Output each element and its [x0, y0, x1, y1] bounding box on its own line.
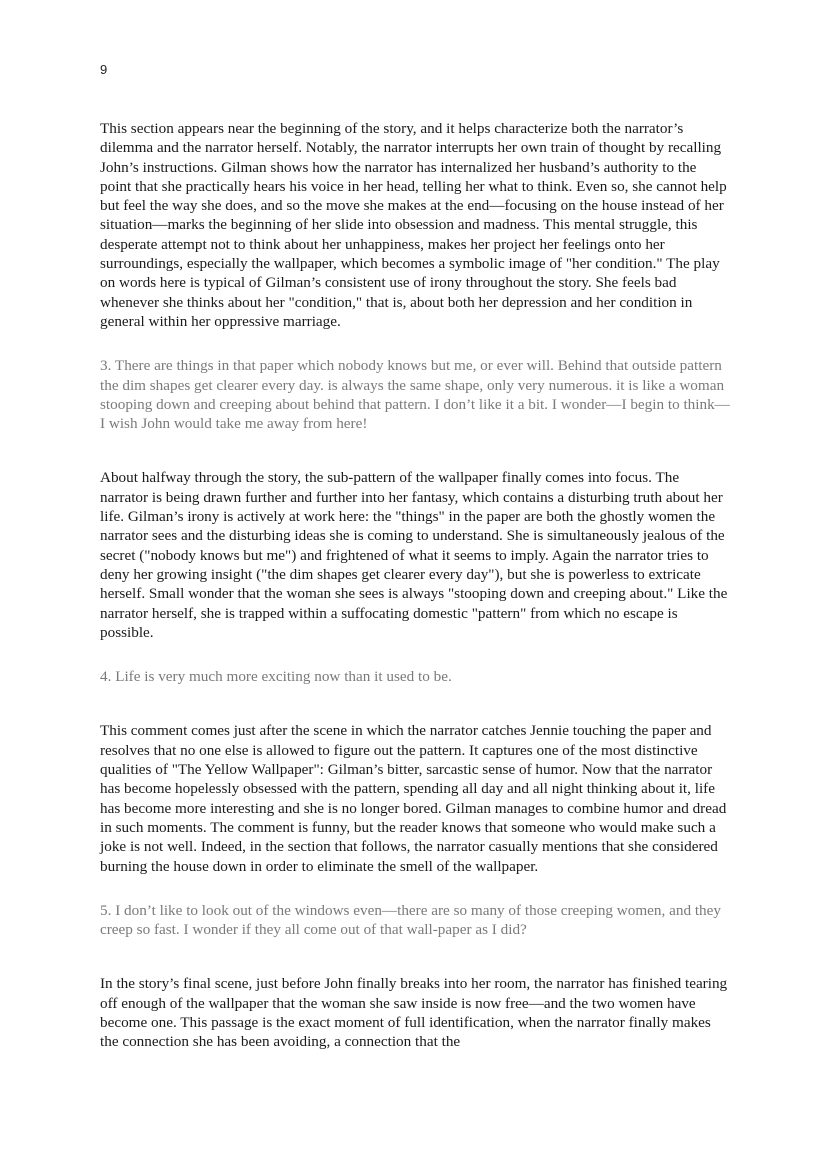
commentary-paragraph-2: About halfway through the story, the sub-pattern of the wallpaper finally comes into focus. The narrator is being drawn further and further into her fantasy, which contains a disturbing truth about her life. Gilman’s irony is actively at work here: the "things" in the paper are both the ghostly women the narrator sees and the disturbing ideas she is coming to understand. She is simultaneously jealous of the secret ("nobody knows but me") and frightened of what it seems to imply. Again the narrator tries to deny her growing insight ("the dim shapes get clearer every day"), but she is powerless to extricate herself. Small wonder that the woman she sees is always "stooping down and creeping about." Like the narrator herself, she is trapped within a suffocating domestic "pattern" from which no escape is possible.	[100, 469, 728, 641]
page-number: 9	[100, 62, 108, 77]
quote-4: 4. Life is very much more exciting now than it used to be.	[100, 668, 452, 686]
commentary-paragraph-1: This section appears near the beginning of the story, and it helps characterize both the narrator’s dilemma and the narrator herself. Notably, the narrator interrupts her own train of thought by recalling John’s instructions. Gilman shows how the narrator has internalized her husband’s authority to the point that she practically hears his voice in her head, telling her what to think. Even so, she cannot help but feel the way she does, and so the move she makes at the end—focusing on the house instead of her situation—marks the beginning of her slide into obsession and madness. This mental struggle, this desperate attempt not to think about her unhappiness, makes her project her feelings onto her surroundings, especially the wallpaper, which becomes a symbolic image of "her condition." The play on words here is typical of Gilman’s consistent use of irony throughout the story. She feels bad whenever she thinks about her "condition," that is, about both her depression and her condition in general within her oppressive marriage.	[100, 120, 727, 330]
commentary-paragraph-4: In the story’s final scene, just before John finally breaks into her room, the narrator has finished tearing off enough of the wallpaper that the woman she saw inside is now free—and the two women have become one. This passage is the exact moment of full identification, when the narrator finally makes the connection she has been avoiding, a connection that the	[100, 975, 728, 1051]
commentary-paragraph-3: This comment comes just after the scene in which the narrator catches Jennie touching the paper and resolves that no one else is allowed to figure out the pattern. It captures one of the most distinctive qualities of "The Yellow Wallpaper": Gilman’s bitter, sarcastic sense of humor. Now that the narrator has become hopelessly obsessed with the pattern, spending all day and all night thinking about it, life has become more interesting and she is no longer bored. Gilman manages to combine humor and dread in such moments. The comment is funny, but the reader knows that someone who would make such a joke is not well. Indeed, in the section that follows, the narrator casually mentions that she considered burning the house down in order to eliminate the smell of the wallpaper.	[100, 722, 727, 875]
quote-3: 3. There are things in that paper which nobody knows but me, or ever will. Behind that outside pattern the dim shapes get clearer every day. is always the same shape, only very numerous. it is like a woman stooping down and creeping about behind that pattern. I don’t like it a bit. I wonder—I begin to think—I wish John would take me away from here!	[100, 357, 730, 433]
page-content	[100, 119, 730, 1052]
quote-5: 5. I don’t like to look out of the windows even—there are so many of those creeping women, and they creep so fast. I wonder if they all come out of that wall-paper as I did?	[100, 901, 721, 939]
